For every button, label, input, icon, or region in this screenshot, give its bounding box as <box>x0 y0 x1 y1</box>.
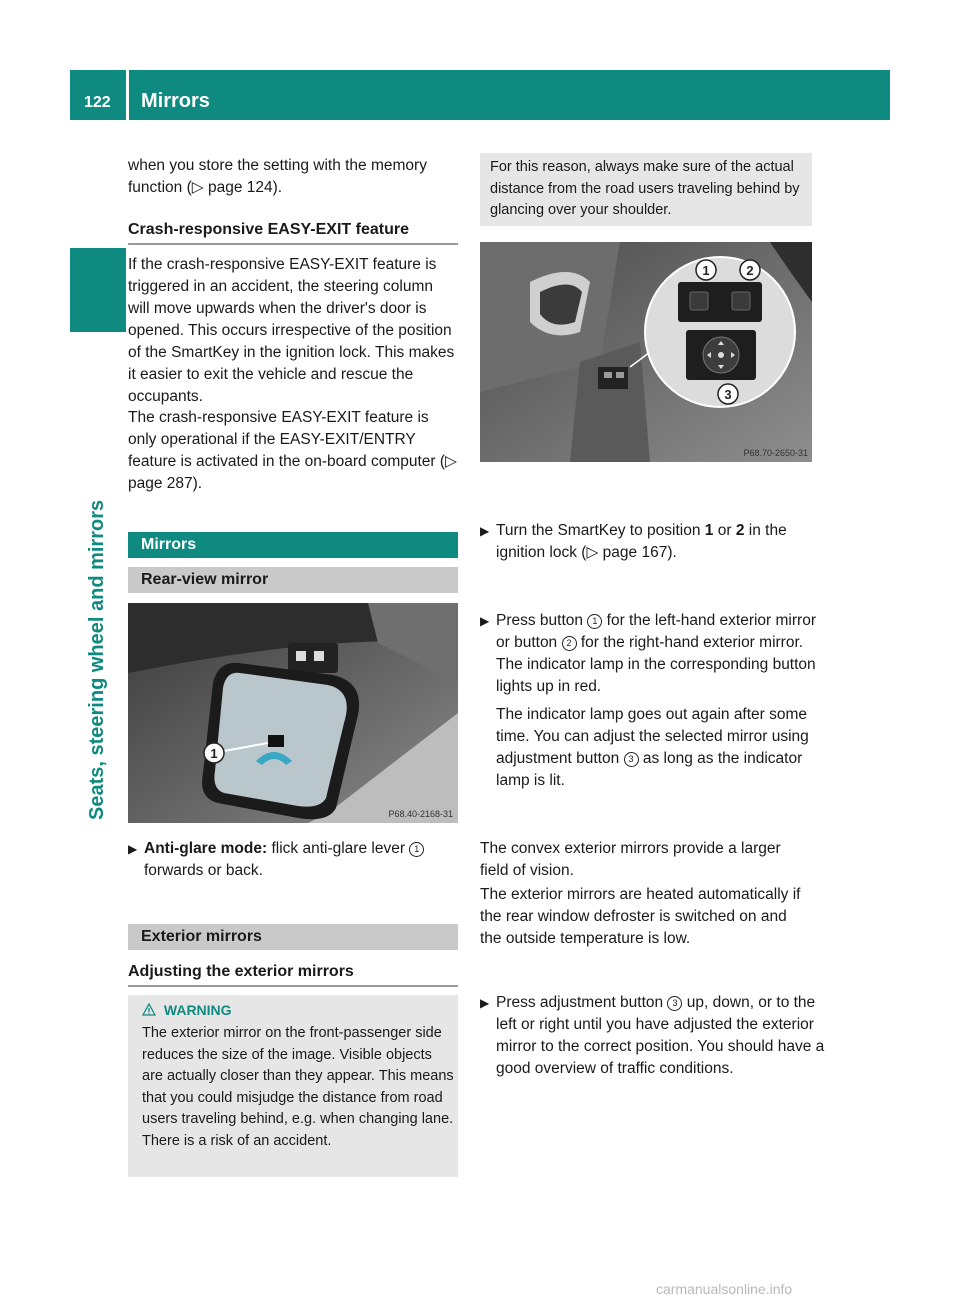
antiglare-instruction <box>128 838 474 882</box>
warning-title: WARNING <box>163 1002 232 1018</box>
page-number: 122 <box>84 94 111 111</box>
warning-box <box>128 995 458 1177</box>
bullet-text: Press adjustment button <box>496 994 664 1011</box>
sidebar-chapter-label: Seats, steering wheel and mirrors <box>86 499 108 820</box>
convex-paragraph: The convex exterior mirrors provide a larger field of vision. <box>480 840 781 879</box>
rearview-mirror-photo <box>128 603 458 823</box>
caution-text: For this reason, always make sure of the actual distance from the road users traveling behind by glancing over your shoulder. <box>490 159 800 218</box>
bullet-text: or <box>717 522 732 539</box>
triangle-right-icon: ▶ <box>128 842 138 856</box>
heading-rule <box>128 243 458 245</box>
bullet-adjust-button <box>480 992 828 1080</box>
bullet-text: The indicator lamp goes out again after some time. You can adjust the selected mirror using adjustment button <box>496 706 809 767</box>
callout-2-icon: 2 <box>562 636 577 651</box>
antiglare-label: Anti-glare mode: <box>144 840 268 857</box>
antiglare-text: flick anti-glare lever <box>271 840 405 857</box>
bullet-text: Press button <box>496 612 584 629</box>
callout-3-icon: 3 <box>624 752 639 767</box>
caution-box <box>480 153 812 226</box>
warning-triangle-icon <box>142 1003 156 1016</box>
watermark: carmanualsonline.info <box>656 1281 793 1297</box>
door-mirror-switch-illustration <box>480 242 812 462</box>
rearview-mirror-illustration <box>128 603 458 823</box>
callout-1-icon: 1 <box>409 842 424 857</box>
bullet-smartkey <box>480 520 828 564</box>
bullet-text: as long as the indicator lamp is lit. <box>496 750 803 789</box>
photo1-code: P68.40-2168-31 <box>388 809 453 819</box>
triangle-right-icon: ▶ <box>480 614 490 628</box>
warning-text: The exterior mirror on the front-passenger side reduces the size of the image. Visible objects are actually closer than they appear. This means that you could misjudge the distance from road users traveling behind, e.g. when changing lane. There is a risk of an accident. <box>142 1025 454 1149</box>
bullet-press-button <box>480 610 828 792</box>
crash-heading: Crash-responsive EASY-EXIT feature <box>128 221 409 238</box>
callout-1-label: 1 <box>702 263 710 278</box>
callout-3-icon: 3 <box>667 996 682 1011</box>
door-switch-photo <box>480 242 812 462</box>
callout-2-label: 2 <box>746 263 754 278</box>
rearview-mirror-bar: Rear-view mirror <box>128 567 458 593</box>
position-1: 1 <box>704 522 714 539</box>
crash-paragraph-1: If the crash-responsive EASY-EXIT feature is triggered in an accident, the steering column will move upwards when the driver's door is opened. This occurs irrespective of the position of the SmartKey in the ignition lock. This makes it easier to exit the vehicle and rescue the occupants. <box>128 256 455 405</box>
antiglare-tail: forwards or back. <box>144 862 263 879</box>
triangle-right-icon: ▶ <box>480 524 490 538</box>
callout-1-label: 1 <box>210 746 218 761</box>
bullet-text: for the left-hand exterior mirror or button <box>496 612 816 651</box>
warning-header <box>142 999 232 1021</box>
exterior-mirrors-bar: Exterior mirrors <box>128 924 458 950</box>
callout-1-icon: 1 <box>587 614 602 629</box>
bullet-text: for the right-hand exterior mirror. <box>580 634 804 651</box>
section-mirrors-bar: Mirrors <box>128 532 458 558</box>
intro-paragraph: when you store the setting with the memory function (▷ page 124). <box>128 157 427 196</box>
triangle-right-icon: ▶ <box>480 996 490 1010</box>
page-title: Mirrors <box>141 90 210 112</box>
indicator-lamp-goes-out <box>496 704 828 792</box>
adjusting-heading: Adjusting the exterior mirrors <box>128 963 354 980</box>
heated-paragraph: The exterior mirrors are heated automatically if the rear window defroster is switched on and the outside temperature is low. <box>480 886 801 947</box>
page-number-box <box>70 70 126 120</box>
crash-paragraph-2: The crash-responsive EASY-EXIT feature is only operational if the EASY-EXIT/ENTRY feature is activated in the on-board computer (▷ page 287). <box>128 409 457 492</box>
photo2-code: P68.70-2650-31 <box>743 448 808 458</box>
bullet-text: up, down, or to the left or right until you have adjusted the exterior mirror to the correct position. You should have a good overview of traffic conditions. <box>496 994 825 1077</box>
heading-rule <box>128 985 458 987</box>
position-2: 2 <box>735 522 745 539</box>
bullet-text: Turn the SmartKey to position <box>496 522 701 539</box>
callout-3-label: 3 <box>724 387 732 402</box>
bullet-text: in the ignition lock (▷ page 167). <box>496 522 787 561</box>
header-bar <box>129 70 890 120</box>
indicator-lamp-text: The indicator lamp in the corresponding button lights up in red. <box>496 656 816 695</box>
